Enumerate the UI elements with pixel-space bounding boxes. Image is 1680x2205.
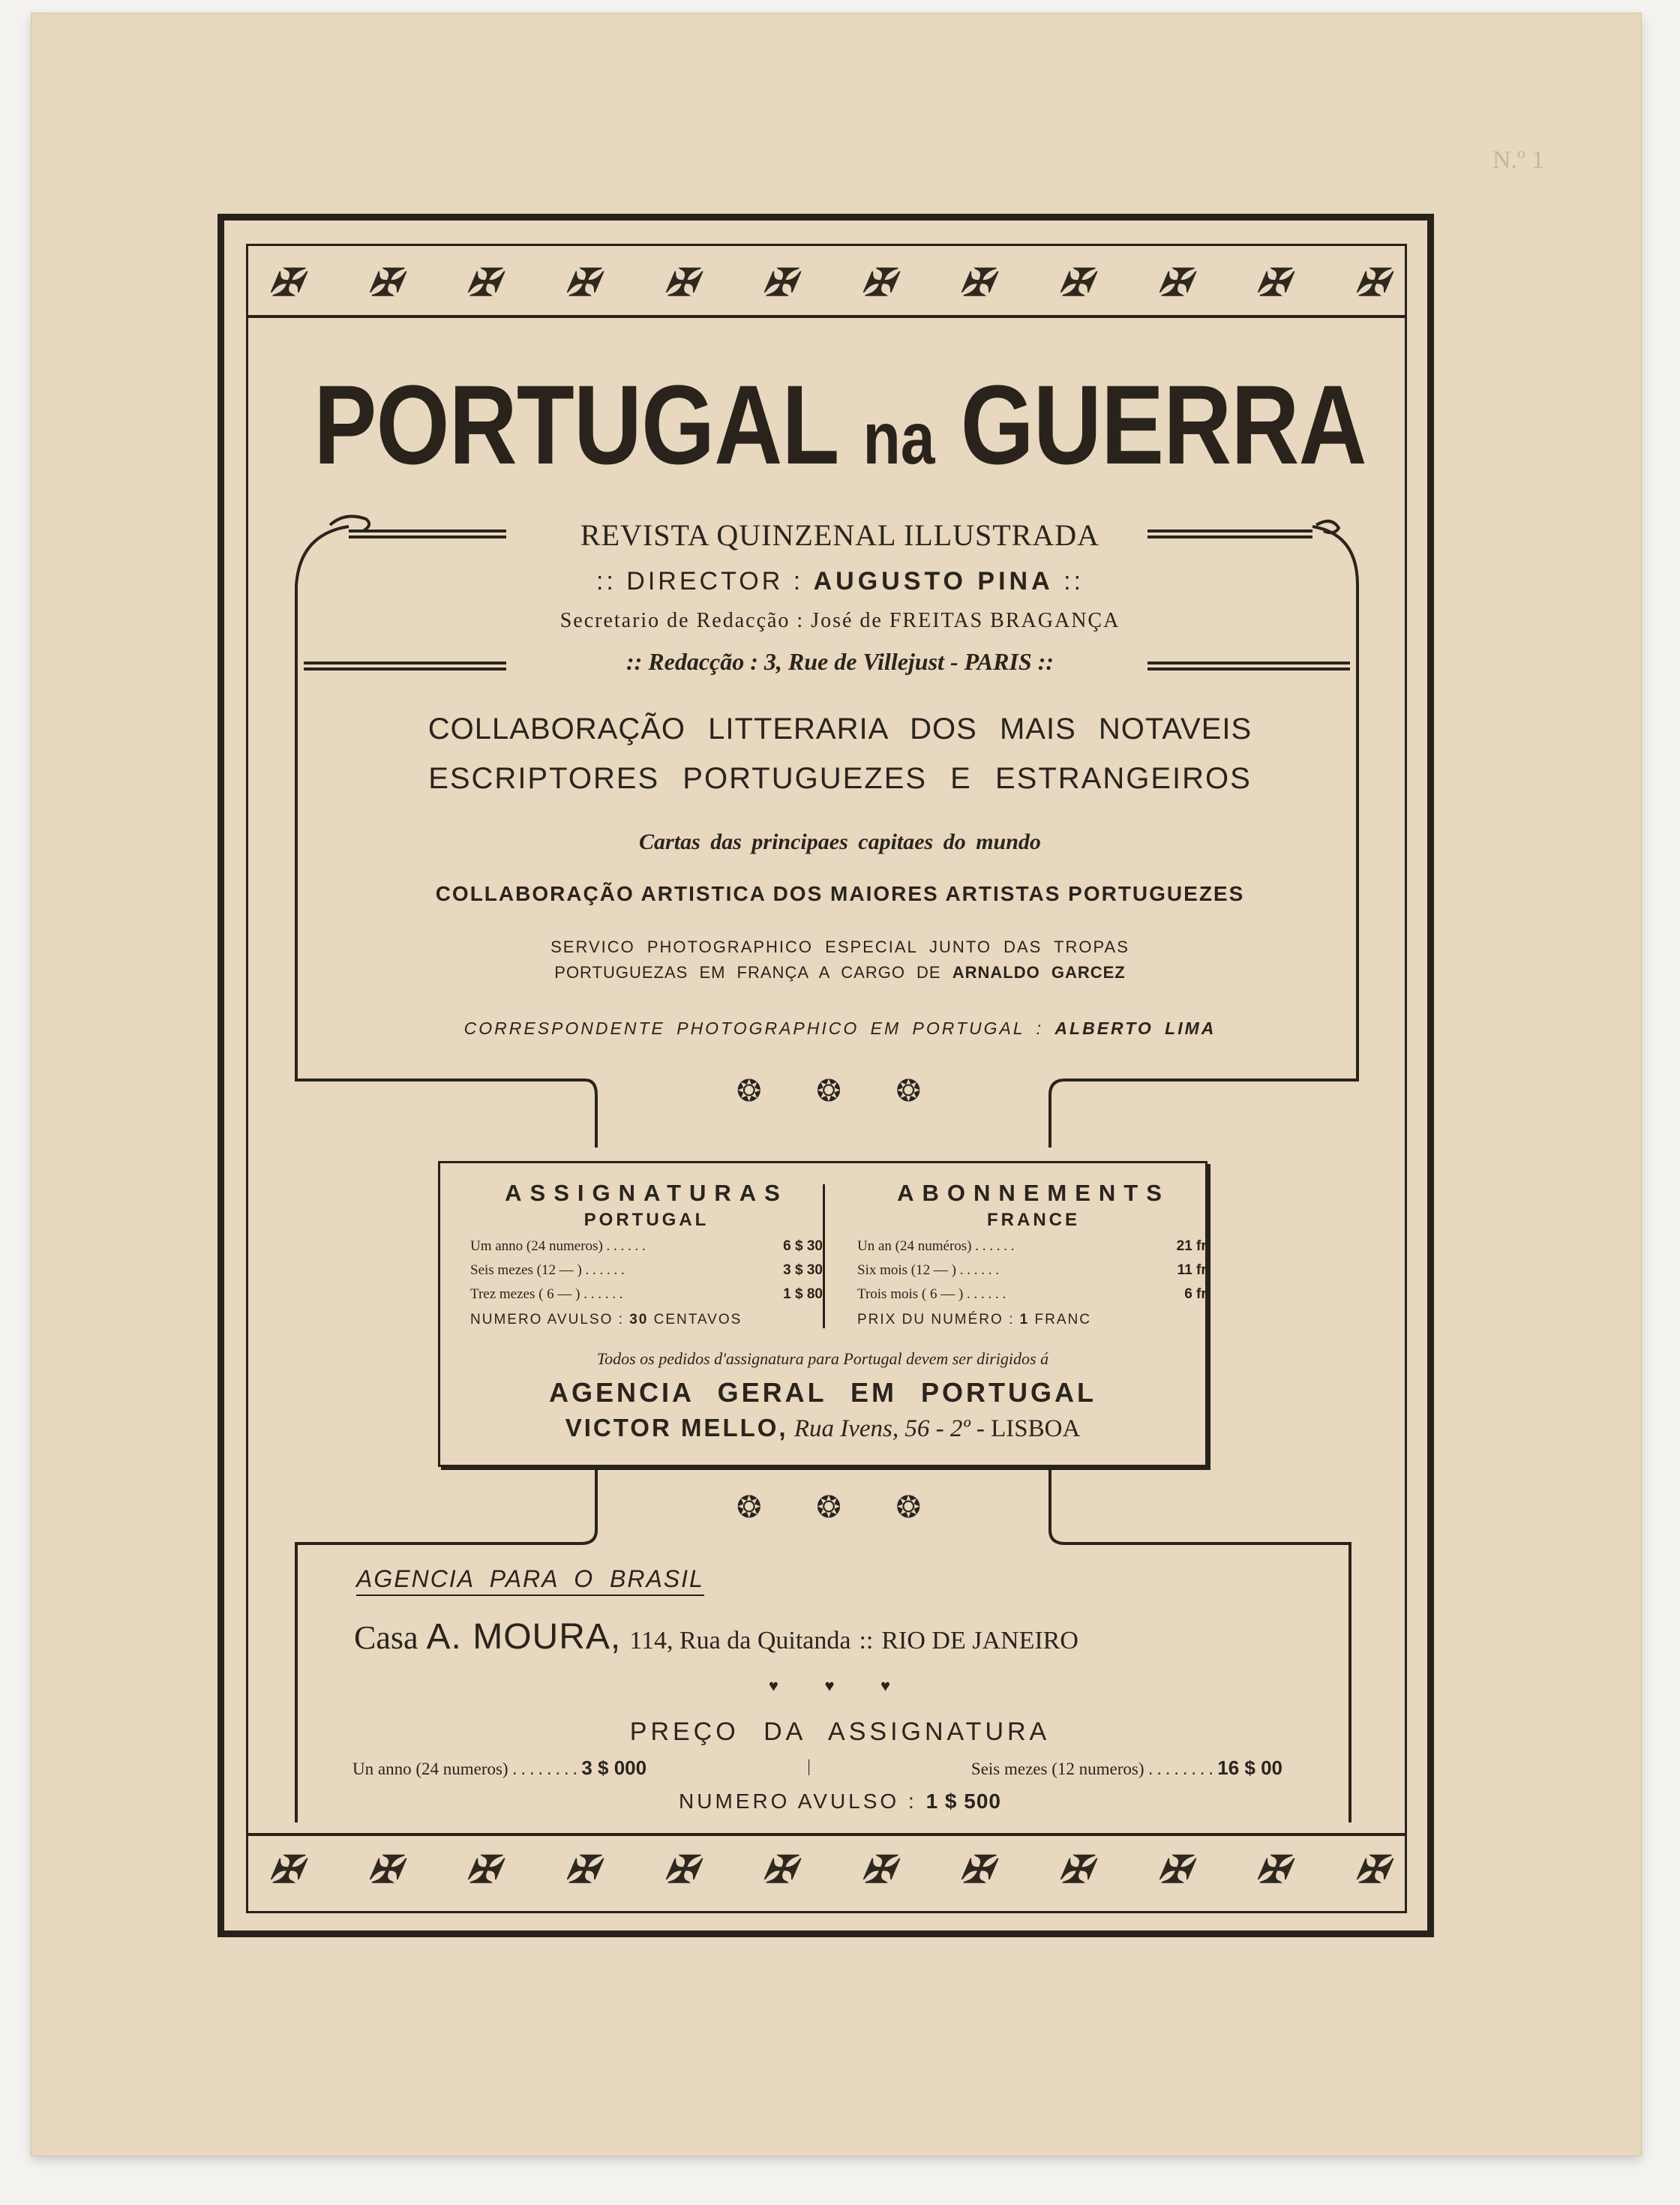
ornament-glyph: ✠	[1154, 1846, 1194, 1892]
ornament-glyph: ✠	[464, 260, 503, 304]
ornament-glyph: ✠	[1352, 1846, 1392, 1892]
redaccao-line: :: Redacção : 3, Rue de Villejust - PARIS ::	[626, 648, 1054, 675]
magazine-title: PORTUGAL na GUERRA	[314, 362, 1366, 488]
price-row: Un an (24 numéros) . . . . . . 21 fr.	[857, 1238, 1210, 1254]
ornament-triple-2: ❂ ❂ ❂	[736, 1490, 944, 1525]
price-row: Trez mezes ( 6 — ) . . . . . . 1 $ 80	[470, 1286, 823, 1302]
subtitle: REVISTA QUINZENAL ILLUSTRADA	[580, 518, 1100, 552]
subscription-box	[438, 1161, 1208, 1467]
ornament-glyph: ✠	[1055, 260, 1096, 304]
ornament-glyph: ✠	[364, 260, 404, 304]
artistica-line: COLLABORAÇÃO ARTISTICA DOS MAIORES ARTISTAS PORTUGUEZES	[435, 882, 1245, 905]
ornament-glyph: ✠	[1253, 1846, 1293, 1892]
pedidos-line: Todos os pedidos d'assignatura para Portugal devem ser dirigidos á	[596, 1349, 1049, 1368]
portugal-avulso: NUMERO AVULSO : 30 CENTAVOS	[470, 1312, 742, 1328]
portugal-country: PORTUGAL	[584, 1210, 710, 1230]
page-note: N.º 1	[1492, 146, 1545, 174]
moura-line: Casa A. MOURA, 114, Rua da Quitanda :: RIO DE JANEIRO	[354, 1617, 1078, 1657]
france-column	[857, 1180, 1210, 1328]
ornament-glyph: ✠	[464, 1846, 503, 1892]
ornament-triple-1: ❂ ❂ ❂	[736, 1074, 944, 1108]
ornament-glyph: ✠	[858, 1846, 898, 1892]
hearts-ornament: ♥ ♥ ♥	[768, 1676, 912, 1695]
price-row: Six mois (12 — ) . . . . . . 11 fr.	[857, 1262, 1210, 1278]
secretario-line: Secretario de Redacção : José de FREITAS BRAGANÇA	[560, 609, 1120, 632]
victor-mello-line: VICTOR MELLO, Rua Ivens, 56 - 2º - LISBOA	[565, 1414, 1081, 1442]
price-row: Um anno (24 numeros) . . . . . . 6 $ 30	[470, 1238, 823, 1254]
agencia-geral-line: AGENCIA GERAL EM PORTUGAL	[548, 1377, 1097, 1408]
brasil-price-line: Un anno (24 numeros) . . . . . . . . 3 $ 000 | Seis mezes (12 numeros) . . . . . . . . 16 $ 00	[352, 1756, 1282, 1779]
correspondente-line: CORRESPONDENTE PHOTOGRAPHICO EM PORTUGAL : ALBERTO LIMA	[464, 1018, 1216, 1038]
ornament-glyph: ✠	[760, 1846, 800, 1892]
ornament-glyph: ✠	[1352, 260, 1392, 304]
ornament-glyph: ✠	[562, 260, 602, 304]
ornament-glyph: ✠	[562, 1846, 602, 1892]
ornament-glyph: ✠	[661, 260, 700, 304]
ornament-glyph: ✠	[1253, 260, 1293, 304]
ornament-glyph: ✠	[858, 260, 898, 304]
preco-title: PREÇO DA ASSIGNATURA	[629, 1718, 1051, 1746]
servico-line-2: PORTUGUEZAS EM FRANÇA A CARGO DE ARNALDO GARCEZ	[554, 963, 1126, 982]
ornament-glyph: ✠	[266, 260, 306, 304]
ornament-row-bottom	[266, 1839, 1392, 1899]
collab-line-1: COLLABORAÇÃO LITTERARIA DOS MAIS NOTAVEIS	[428, 712, 1252, 746]
brasil-avulso: NUMERO AVULSO : 1 $ 500	[679, 1790, 1001, 1813]
price-row: Seis mezes (12 — ) . . . . . . 3 $ 30	[470, 1262, 823, 1278]
ornament-glyph: ✠	[661, 1846, 700, 1892]
collab-line-2: ESCRIPTORES PORTUGUEZES E ESTRANGEIROS	[428, 762, 1252, 795]
column-divider	[823, 1184, 825, 1328]
price-row: Trois mois ( 6 — ) . . . . . . 6 fr.	[857, 1286, 1210, 1302]
ornament-glyph: ✠	[957, 260, 997, 304]
bottom-rule	[246, 1833, 1407, 1836]
ornament-glyph: ✠	[1154, 260, 1194, 304]
france-country: FRANCE	[987, 1210, 1080, 1230]
ornament-glyph: ✠	[266, 1846, 306, 1892]
france-avulso: PRIX DU NUMÉRO : 1 FRANC	[857, 1312, 1091, 1328]
ornament-glyph: ✠	[364, 1846, 404, 1892]
portugal-heading: ASSIGNATURAS	[505, 1180, 788, 1206]
france-heading: ABONNEMENTS	[897, 1180, 1170, 1206]
director-line: :: DIRECTOR : AUGUSTO PINA ::	[596, 567, 1084, 596]
ornament-glyph: ✠	[760, 260, 800, 304]
ornament-glyph: ✠	[957, 1846, 997, 1892]
servico-line-1: SERVICO PHOTOGRAPHICO ESPECIAL JUNTO DAS TROPAS	[550, 938, 1130, 956]
portugal-column	[470, 1180, 823, 1328]
cartas-line: Cartas das principaes capitaes do mundo	[639, 830, 1041, 854]
ornament-glyph: ✠	[1055, 1846, 1096, 1892]
brasil-agency-title: AGENCIA PARA O BRASIL	[356, 1565, 704, 1596]
